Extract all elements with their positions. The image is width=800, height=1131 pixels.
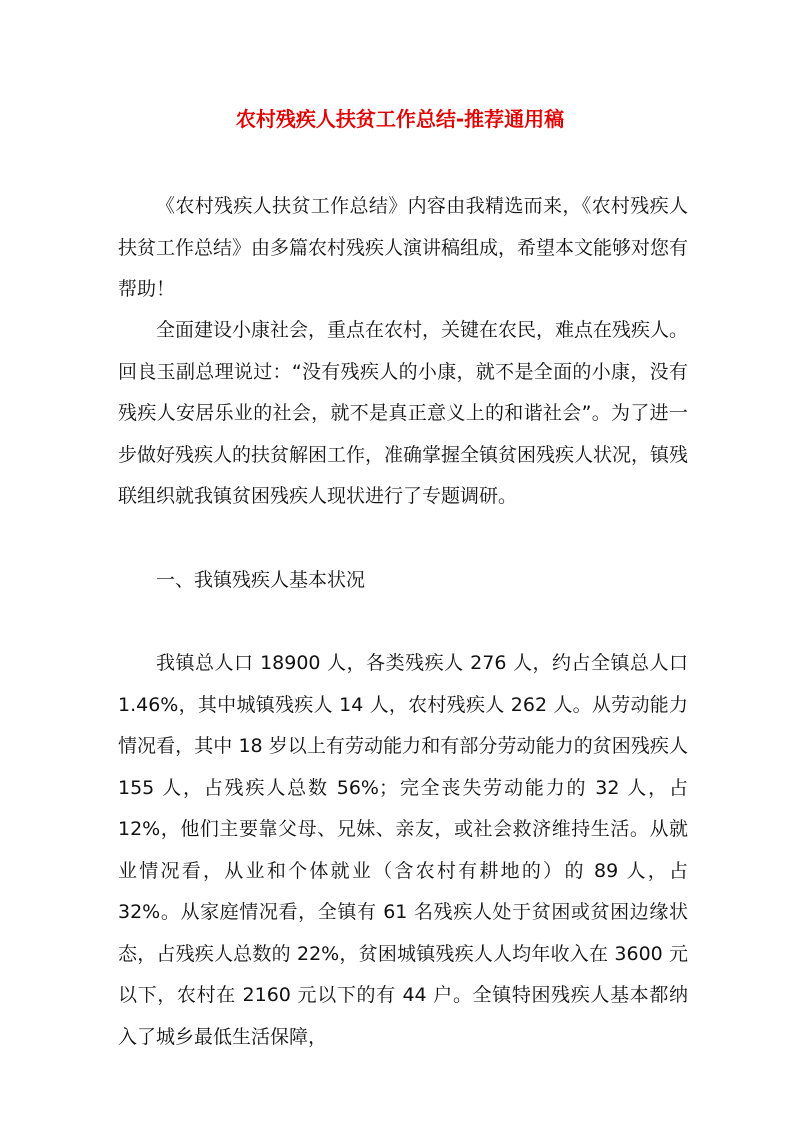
background-paragraph: 全面建设小康社会，重点在农村，关键在农民，难点在残疾人。回良玉副总理说过：“没有残疾人的小康，就不是全面的小康，没有残疾人安居乐业的社会，就不是真正意义上的和谐社会”。为了进一步做好残疾人的扶贫解困工作，准确掌握全镇贫困残疾人状况，镇残联组织就我镇贫困残疾人现状进行了专题调研。 — [118, 319, 689, 507]
document-title: 农村残疾人扶贫工作总结-推荐通用稿 — [235, 107, 565, 131]
section-heading: 一、我镇残疾人基本状况 — [156, 569, 366, 591]
section-body-paragraph: 我镇总人口 18900 人，各类残疾人 276 人，约占全镇总人口 1.46%，其中城镇残疾人 14 人，农村残疾人 262 人。从劳动能力情况看，其中 18 岁以上有劳动能力和有部分劳动能力的贫困残疾人 155 人，占残疾人总数 56%；完全丧失劳动能力的 32 人，占 12%，他们主要靠父母、兄妹、亲友，或社会救济维持生活。从就业情况看，从业和个体就业（含农村有耕地的）的 89 人，占 32%。从家庭情况看，全镇有 61 名残疾人处于贫困或贫困边缘状态，占残疾人总数的 22%，贫困城镇残疾人人均年收入在 3600 元以下，农村在 2160 元以下的有 44 户。全镇特困残疾人基本都纳入了城乡最低生活保障， — [118, 652, 688, 1048]
intro-paragraph: 《农村残疾人扶贫工作总结》内容由我精选而来，《农村残疾人扶贫工作总结》由多篇农村残疾人演讲稿组成，希望本文能够对您有帮助！ — [118, 195, 689, 300]
